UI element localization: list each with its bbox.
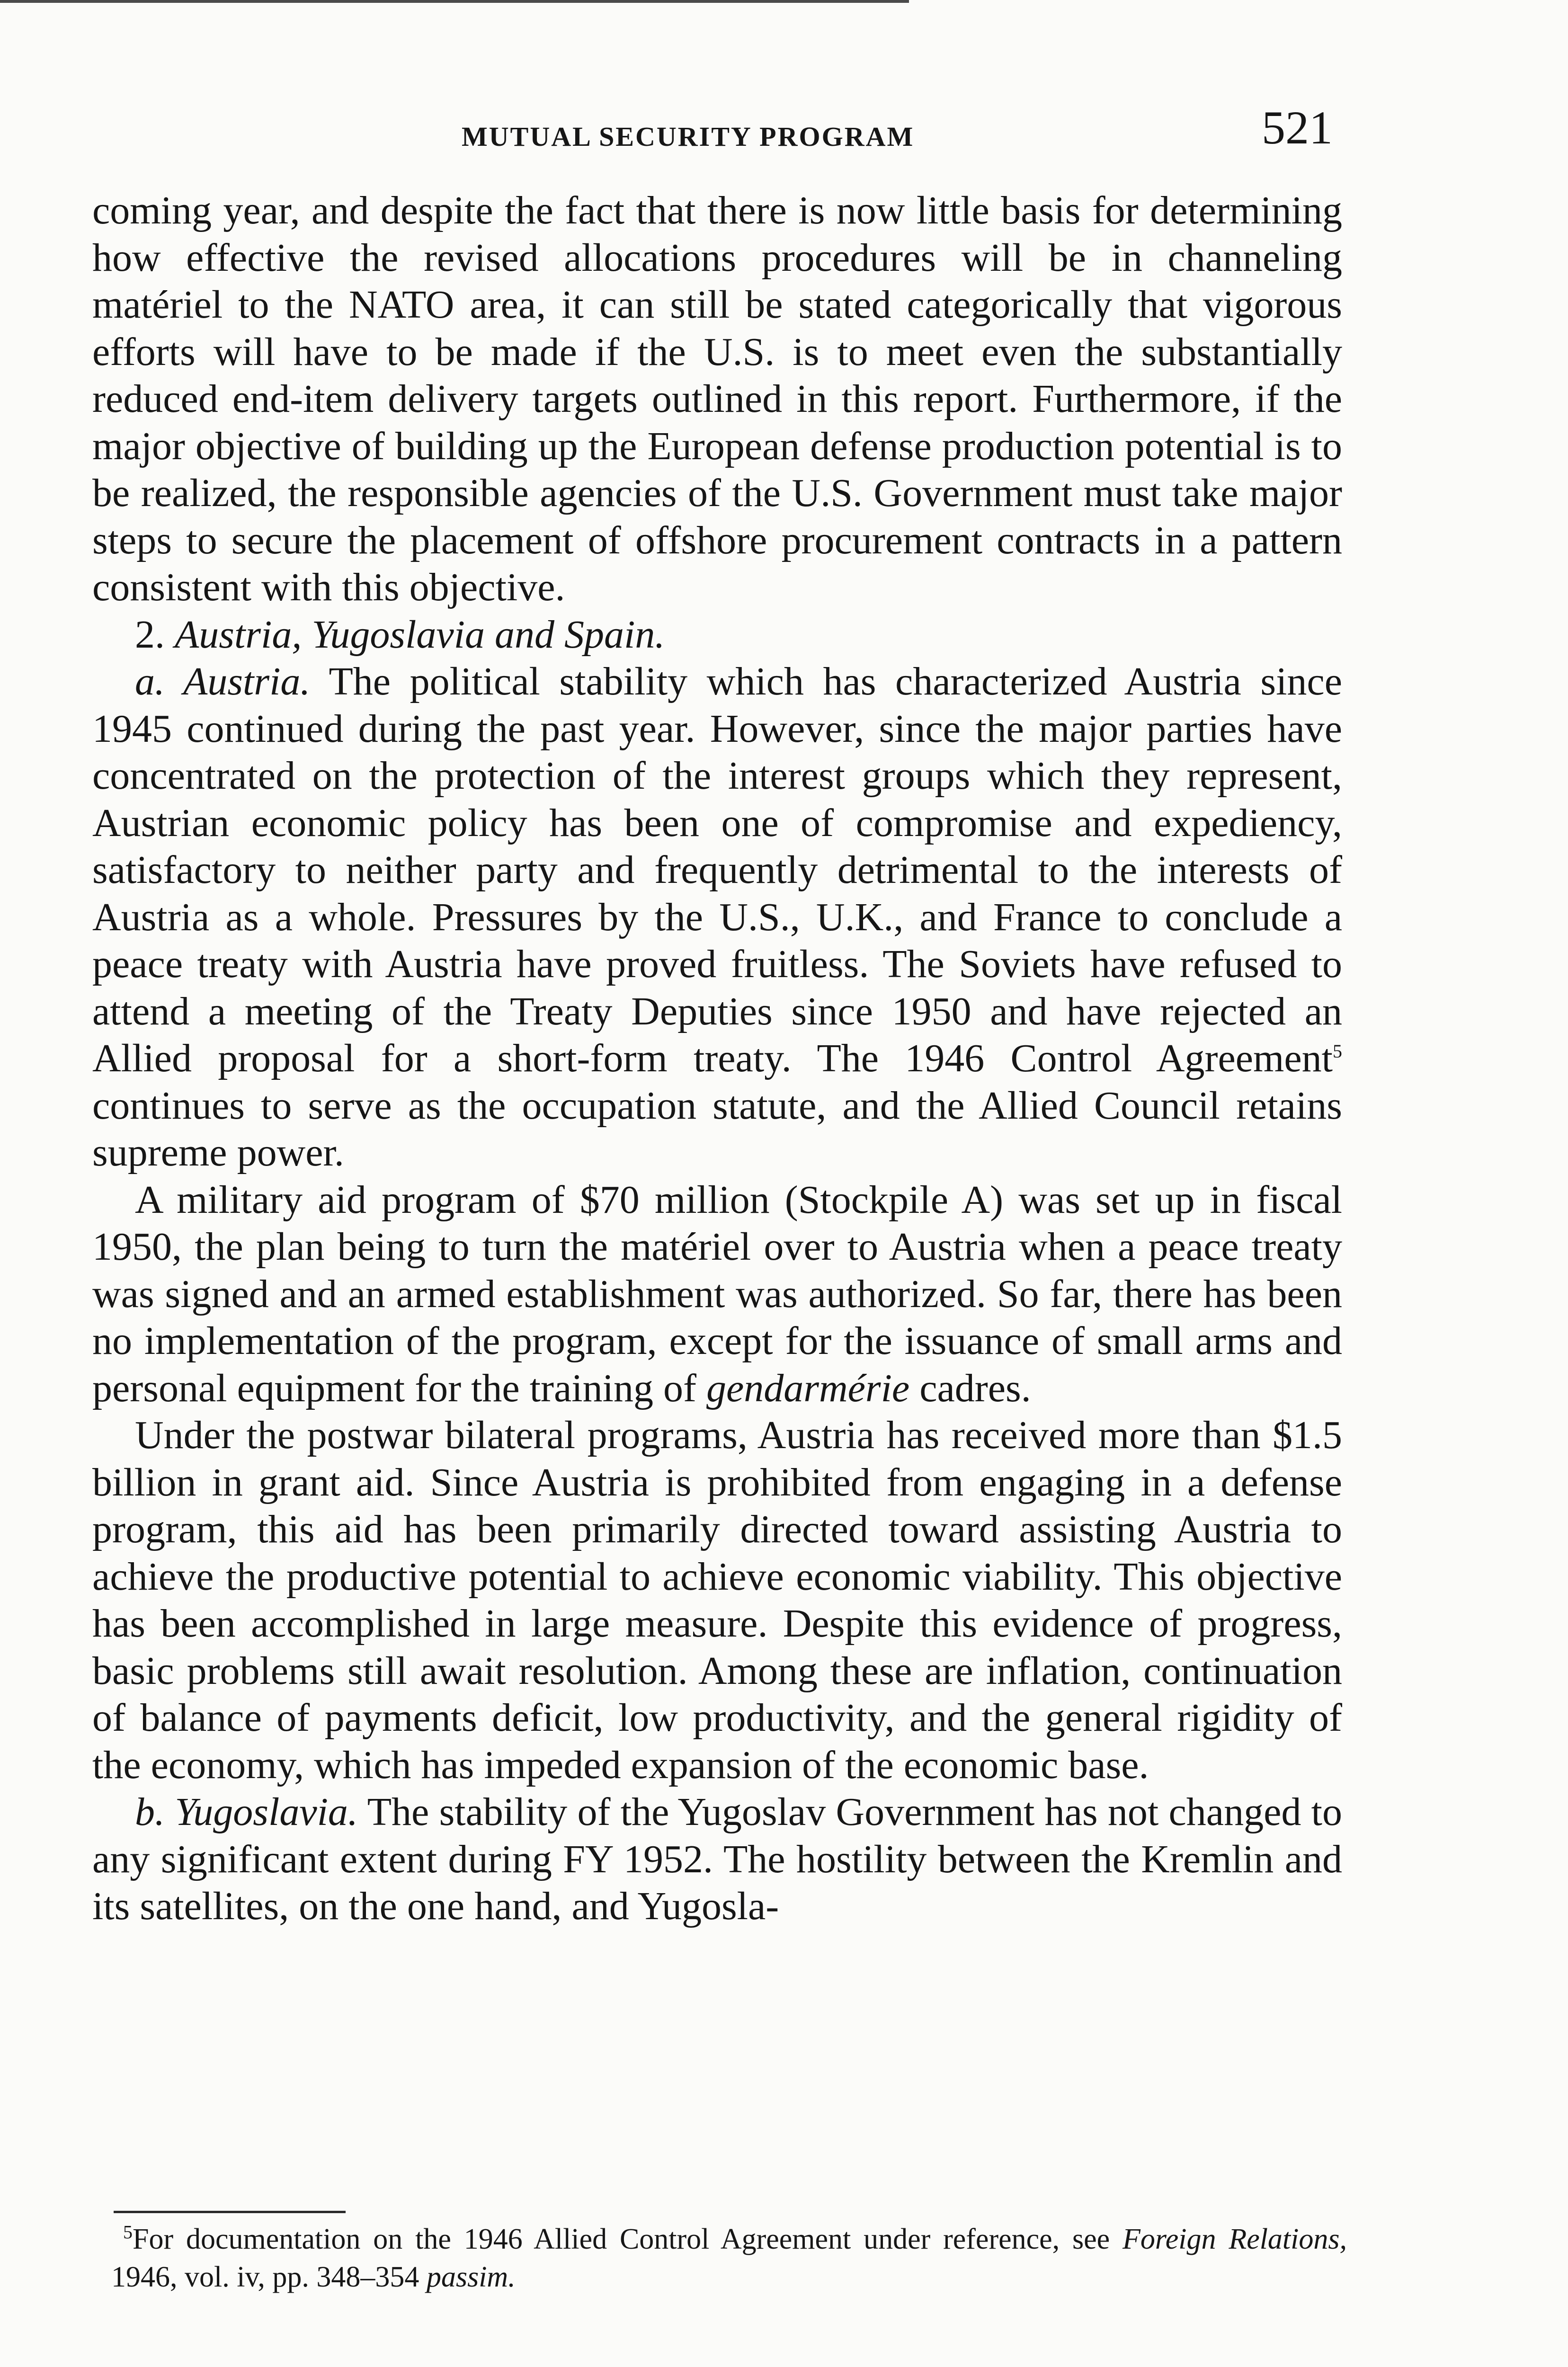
paragraph-austria [92,658,1342,1176]
military-aid-text: A military aid program of $70 million (Stockpile A) was set up in fiscal 1950, the plan being to turn the matériel over to Austria when a peace treaty was signed and an armed establishment was authorized. So far, there has been no implementation of the program, except for the issuance of small arms and personal equipment for the training of [92,1177,1342,1410]
top-edge-rule [0,0,909,3]
body-text [92,187,1342,1930]
gendarmerie-term: gendarmérie [706,1366,910,1410]
section-title: Austria, Yugoslavia and Spain. [175,612,665,657]
footnotes [111,2220,1347,2296]
footnote-separator [114,2211,346,2213]
page-number: 521 [1262,101,1333,154]
footnote-mark: 5 [123,2221,133,2243]
paragraph-yugoslavia [92,1789,1342,1930]
footnote-source-details: 1946, vol. iv, pp. 348–354 [111,2261,419,2293]
austria-text-part1: The political stability which has characterized Austria since 1945 continued during the past year. However, since the major parties have concentrated on the protection of the interest groups which they represent, Austrian economic policy has been one of compromise and expediency, satisfactory to neither party and frequently detrimental to the interests of Austria as a whole. Pressures by the U.S., U.K., and France to conclude a peace treaty with Austria have proved fruitless. The Soviets have refused to attend a meeting of the Treaty Deputies since 1950 and have rejected an Allied proposal for a short-form treaty. The 1946 Control Agreement [92,659,1342,1080]
yugoslavia-label: b. Yugoslavia. [135,1790,358,1834]
military-aid-text-end: cadres. [919,1366,1031,1410]
footnote-passim: passim. [426,2261,516,2293]
paragraph-military-aid [92,1176,1342,1412]
footnote-5 [111,2220,1347,2296]
paragraph-bilateral-programs: Under the postwar bilateral programs, Austria has received more than $1.5 billion in grant aid. Since Austria is prohibited from engaging in a defense program, this aid has been primarily directed toward assisting Austria to achieve the productive potential to achieve economic viability. This objective has been accomplished in large measure. Despite this evidence of progress, basic problems still await resolution. Among these are inflation, continuation of balance of payments deficit, low productivity, and the general rigidity of the economy, which has impeded expansion of the economic base. [92,1413,1342,1787]
paragraph-continuation: coming year, and despite the fact that there is now little basis for determining how effective the revised allocations procedures will be in channeling matériel to the NATO area, it can still be stated categorically that vigorous efforts will have to be made if the U.S. is to meet even the substantially reduced end-item delivery targets outlined in this report. Furthermore, if the major objective of building up the European defense production potential is to be realized, the responsible agencies of the U.S. Government must take major steps to secure the placement of offshore procurement contracts in a pattern consistent with this objective. [92,188,1342,609]
running-title: MUTUAL SECURITY PROGRAM [462,121,915,152]
section-number: 2. [135,612,165,657]
austria-text-part2: continues to serve as the occupation statute, and the Allied Council retains supreme power. [92,1083,1342,1175]
footnote-text: For documentation on the 1946 Allied Control Agreement under reference, see [133,2223,1110,2255]
section-heading [92,611,1342,658]
footnote-reference: 5 [1333,1041,1342,1062]
yugoslavia-text: The stability of the Yugoslav Government has not changed to any significant extent during FY 1952. The hostility between the Kremlin and its satellites, on the one hand, and Yugosla- [92,1790,1342,1928]
austria-label: a. Austria. [135,659,311,703]
footnote-source-title: Foreign Relations, [1123,2223,1347,2255]
